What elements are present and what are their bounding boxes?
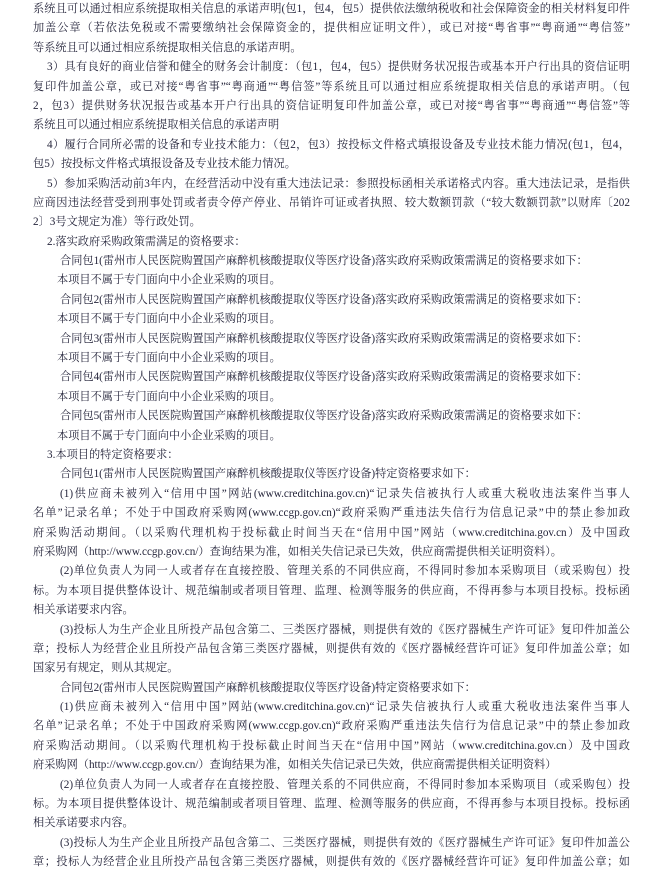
text-line: 标。为本项目提供整体设计、规范编制或者项目管理、监理、检测等服务的供应商，不得再参与本项目投标。投标函: [33, 584, 630, 597]
text-line: 本项目不属于专门面向中小企业采购的项目。: [57, 352, 281, 365]
text-line: 本项目不属于专门面向中小企业采购的项目。: [57, 429, 281, 442]
text-line: 府采购网（http://www.ccgp.gov.cn/）查询结果为准，如相关失信记录已失效，供应商需提供相关证明资料）。: [33, 545, 562, 558]
text-line: 等系统且可以通过相应系统提取相关信息的承诺声明。: [33, 41, 302, 54]
text-line: 本项目不属于专门面向中小企业采购的项目。: [57, 313, 281, 326]
text-line: 加盖公章（若依法免税或不需要缴纳社会保障资金的，提供相应证明文件），或已对接“粤省事”“粤商通”“粤信签”: [33, 22, 630, 35]
text-line: 合同包4(雷州市人民医院购置国产麻醉机核酸提取仪等医疗设备)落实政府采购政策需满足的资格要求如下：: [60, 371, 588, 384]
text-line: 合同包5(雷州市人民医院购置国产麻醉机核酸提取仪等医疗设备)落实政府采购政策需满足的资格要求如下：: [60, 410, 588, 423]
text-line: 合同包2(雷州市人民医院购置国产麻醉机核酸提取仪等医疗设备)特定资格要求如下：: [60, 681, 476, 694]
text-line: 名单”记录名单；不处于中国政府采购网(www.ccgp.gov.cn)“政府采购严重违法失信行为信息记录”中的禁止参加政: [33, 720, 630, 733]
text-line: 相关承诺要求内容。: [33, 604, 134, 617]
text-line: 4）履行合同所必需的设备和专业技术能力：（包2，包3）按投标文件格式填报设备及专业技术能力情况(包1，包4，: [47, 138, 630, 151]
text-line: 3）具有良好的商业信誉和健全的财务会计制度：（包1，包4，包5）提供财务状况报告或基本开户行出具的资信证明: [47, 61, 630, 74]
text-line: 系统且可以通过相应系统提取相关信息的承诺声明: [33, 119, 280, 132]
text-line: 包5）按投标文件格式填报设备及专业技术能力情况。: [33, 158, 296, 171]
text-line: (1)供应商未被列入“信用中国”网站(www.creditchina.gov.cn)“记录失信被执行人或重大税收违法案件当事人: [60, 701, 630, 714]
text-line: (2)单位负责人为同一人或者存在直接控股、管理关系的不同供应商，不得同时参加本采购项目（或采购包）投: [60, 565, 630, 578]
text-line: 府采购活动期间。（以采购代理机构于投标截止时间当天在“信用中国”网站（www.creditchina.gov.cn）及中国政: [33, 526, 630, 539]
text-line: 应商因违法经营受到刑事处罚或者责令停产停业、吊销许可证或者执照、较大数额罚款（“较大数额罚款”以财库〔202: [33, 196, 630, 209]
text-line: 合同包2(雷州市人民医院购置国产麻醉机核酸提取仪等医疗设备)落实政府采购政策需满足的资格要求如下：: [60, 293, 588, 306]
text-line: 2〕3号文规定为准）等行政处罚。: [33, 216, 201, 229]
text-line: 名单”记录名单；不处于中国政府采购网(www.ccgp.gov.cn)“政府采购严重违法失信行为信息记录”中的禁止参加政: [33, 507, 630, 520]
text-line: 复印件加盖公章，或已对接“粤省事”“粤商通”“粤信签”等系统且可以通过相应系统提取相关信息的承诺声明。（包: [33, 80, 630, 93]
text-line: (3)投标人为生产企业且所投产品包含第二、三类医疗器械，则提供有效的《医疗器械生产许可证》复印件加盖公: [60, 836, 630, 849]
text-line: 5）参加采购活动前3年内，在经营活动中没有重大违法记录：参照投标函相关承诺格式内容。重大违法记录，是指供: [47, 177, 630, 190]
text-line: 2，包3）提供财务状况报告或基本开户行出具的资信证明复印件加盖公章，或已对接“粤省事”“粤商通”“粤信签”等: [33, 99, 630, 112]
text-line: 系统且可以通过相应系统提取相关信息的承诺声明(包1，包4，包5）提供依法缴纳税收和社会保障资金的相关材料复印件: [33, 3, 630, 15]
text-line: 本项目不属于专门面向中小企业采购的项目。: [57, 390, 281, 403]
text-line: (2)单位负责人为同一人或者存在直接控股、管理关系的不同供应商，不得同时参加本采购项目（或采购包）投: [60, 778, 630, 791]
text-line: (3)投标人为生产企业且所投产品包含第二、三类医疗器械，则提供有效的《医疗器械生产许可证》复印件加盖公: [60, 623, 630, 636]
text-line: 合同包1(雷州市人民医院购置国产麻醉机核酸提取仪等医疗设备)落实政府采购政策需满足的资格要求如下：: [60, 255, 588, 268]
text-line: 合同包3(雷州市人民医院购置国产麻醉机核酸提取仪等医疗设备)落实政府采购政策需满足的资格要求如下：: [60, 332, 588, 345]
text-line: 标。为本项目提供整体设计、规范编制或者项目管理、监理、检测等服务的供应商，不得再参与本项目投标。投标函: [33, 798, 630, 811]
text-line: 本项目不属于专门面向中小企业采购的项目。: [57, 274, 281, 287]
text-line: 合同包1(雷州市人民医院购置国产麻醉机核酸提取仪等医疗设备)特定资格要求如下：: [60, 468, 476, 481]
text-line: 章；投标人为经营企业且所投产品包含第三类医疗器械，则提供有效的《医疗器械经营许可证》复印件加盖公章；如: [33, 856, 630, 869]
text-line: 3.本项目的特定资格要求：: [47, 448, 179, 461]
text-line: 章；投标人为经营企业且所投产品包含第三类医疗器械，则提供有效的《医疗器械经营许可证》复印件加盖公章；如: [33, 642, 630, 655]
text-line: 国家另有规定，则从其规定。: [33, 662, 179, 675]
text-line: 2.落实政府采购政策需满足的资格要求：: [47, 235, 246, 248]
document-text-block: [33, 0, 630, 873]
text-line: 府采购网（http://www.ccgp.gov.cn/）查询结果为准，如相关失信记录已失效，供应商需提供相关证明资料）: [33, 759, 557, 772]
text-line: (1)供应商未被列入“信用中国”网站(www.creditchina.gov.cn)“记录失信被执行人或重大税收违法案件当事人: [60, 487, 630, 500]
text-line: 府采购活动期间。（以采购代理机构于投标截止时间当天在“信用中国”网站（www.creditchina.gov.cn）及中国政: [33, 739, 630, 752]
text-line: 相关承诺要求内容。: [33, 817, 134, 830]
